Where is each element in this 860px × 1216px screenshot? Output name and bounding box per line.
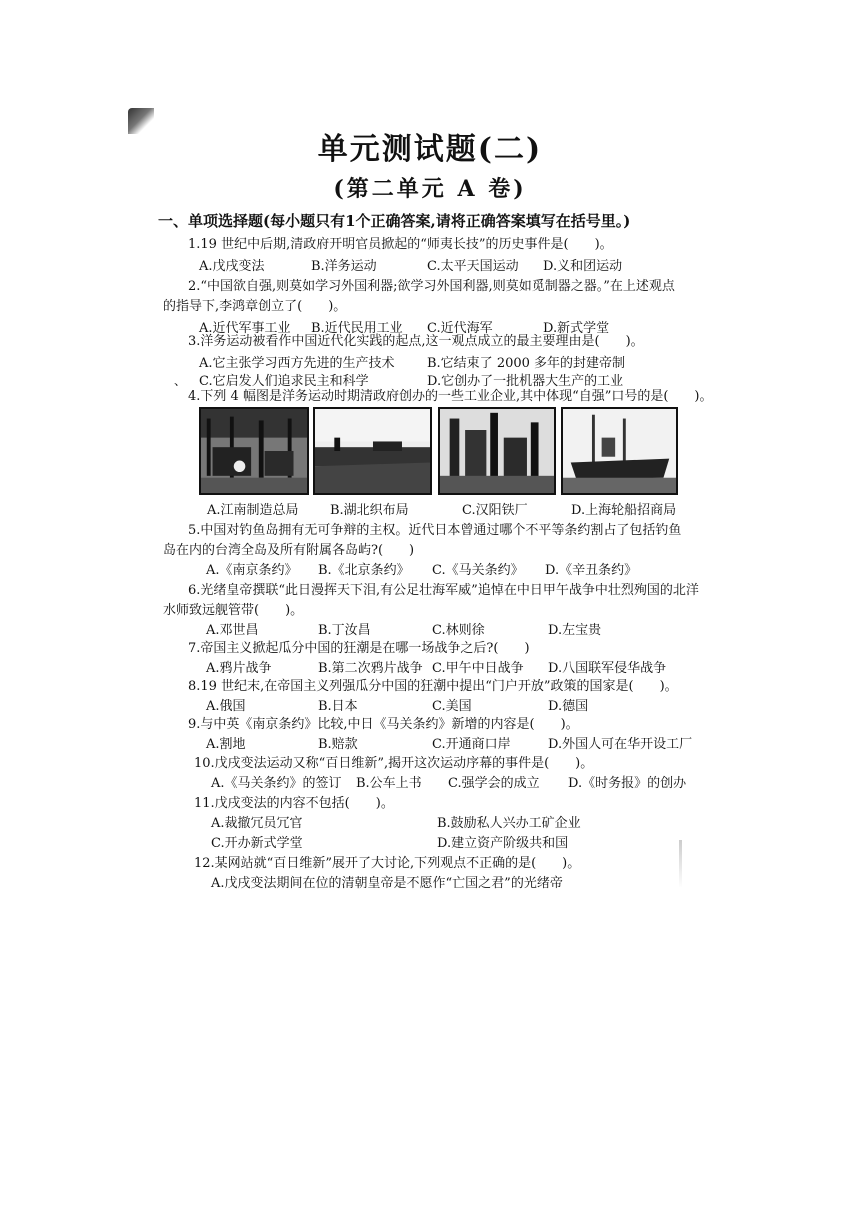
q3-option-d: D.它创办了一批机器大生产的工业 xyxy=(427,374,624,389)
question-6-cont: 水师致远舰管带( )。 xyxy=(163,603,304,618)
q5-option-d: D.《辛丑条约》 xyxy=(545,563,638,578)
photo-jiangnan-arsenal xyxy=(199,407,309,495)
q2-option-d: D.新式学堂 xyxy=(543,321,610,336)
q8-option-a: A.俄国 xyxy=(206,699,246,714)
scan-speck: 、 xyxy=(174,374,187,388)
q5-option-a: A.《南京条约》 xyxy=(206,563,298,578)
q1-option-c: C.太平天国运动 xyxy=(427,259,519,274)
q4-option-b: B.湖北织布局 xyxy=(330,503,409,518)
q3-option-a: A.它主张学习西方先进的生产技术 xyxy=(199,356,395,371)
q12-option-a: A.戊戌变法期间在位的清朝皇帝是不愿作“亡国之君”的光绪帝 xyxy=(211,876,563,891)
q7-option-d: D.八国联军侵华战争 xyxy=(548,661,667,676)
q6-option-a: A.邓世昌 xyxy=(206,623,259,638)
question-8: 8.19 世纪末,在帝国主义列强瓜分中国的狂潮中提出“门户开放”政策的国家是( )。 xyxy=(188,679,678,694)
question-10: 10.戊戌变法运动又称“百日维新”,揭开这次运动序幕的事件是( )。 xyxy=(194,756,594,771)
q8-option-b: B.日本 xyxy=(318,699,358,714)
q2-option-b: B.近代民用工业 xyxy=(311,321,403,336)
question-5: 5.中国对钓鱼岛拥有无可争辩的主权。近代日本曾通过哪个不平等条约割占了包括钓鱼 xyxy=(188,523,682,538)
q11-option-c: C.开办新式学堂 xyxy=(211,836,303,851)
photo-hubei-textile xyxy=(313,407,432,495)
q1-option-d: D.义和团运动 xyxy=(543,259,623,274)
q2-option-c: C.近代海军 xyxy=(427,321,493,336)
q9-option-a: A.割地 xyxy=(206,737,246,752)
section-heading: 一、单项选择题(每小题只有1个正确答案,请将正确答案填写在括号里。) xyxy=(158,212,631,230)
q2-option-a: A.近代军事工业 xyxy=(199,321,291,336)
q9-option-b: B.赔款 xyxy=(318,737,358,752)
question-11: 11.戊戌变法的内容不包括( )。 xyxy=(194,796,394,811)
question-2: 2.“中国欲自强,则莫如学习外国利器;欲学习外国利器,则莫如觅制器之器。”在上述观点 xyxy=(188,279,675,294)
q11-option-b: B.鼓励私人兴办工矿企业 xyxy=(437,816,581,831)
q3-option-b: B.它结束了 2000 多年的封建帝制 xyxy=(427,356,626,371)
q5-option-c: C.《马关条约》 xyxy=(432,563,524,578)
q6-option-d: D.左宝贵 xyxy=(548,623,602,638)
q10-option-d: D.《时务报》的创办 xyxy=(568,776,687,791)
q8-option-c: C.美国 xyxy=(432,699,472,714)
q4-option-a: A.江南制造总局 xyxy=(207,503,299,518)
page-subtitle: (第二单元 A 卷) xyxy=(333,176,527,202)
q3-option-c: C.它启发人们追求民主和科学 xyxy=(199,374,369,389)
q1-option-a: A.戊戌变法 xyxy=(199,259,265,274)
photo-hanyang-ironworks xyxy=(438,407,556,495)
q9-option-d: D.外国人可在华开设工厂 xyxy=(548,737,693,752)
question-1: 1.19 世纪中后期,清政府开明官员掀起的“师夷长技”的历史事件是( )。 xyxy=(188,237,613,252)
q11-option-a: A.裁撤冗员冗官 xyxy=(211,816,303,831)
question-9: 9.与中英《南京条约》比较,中日《马关条约》新增的内容是( )。 xyxy=(188,717,579,732)
q6-option-c: C.林则徐 xyxy=(432,623,485,638)
q4-option-d: D.上海轮船招商局 xyxy=(571,503,677,518)
q7-option-c: C.甲午中日战争 xyxy=(432,661,524,676)
q11-option-d: D.建立资产阶级共和国 xyxy=(437,836,569,851)
q8-option-d: D.德国 xyxy=(548,699,589,714)
scan-blemish xyxy=(679,840,682,888)
q10-option-b: B.公车上书 xyxy=(356,776,422,791)
question-7: 7.帝国主义掀起瓜分中国的狂潮是在哪一场战争之后?( ) xyxy=(188,641,530,656)
q4-option-c: C.汉阳铁厂 xyxy=(462,503,528,518)
question-6: 6.光绪皇帝撰联“此日漫挥天下泪,有公足壮海军威”追悼在中日甲午战争中壮烈殉国的北洋 xyxy=(188,583,699,598)
photo-shanghai-steamship xyxy=(561,407,678,495)
q5-option-b: B.《北京条约》 xyxy=(318,563,410,578)
q10-option-a: A.《马关条约》的签订 xyxy=(211,776,342,791)
question-5-cont: 岛在内的台湾全岛及所有附属各岛屿?( ) xyxy=(163,543,415,558)
question-3: 3.洋务运动被看作中国近代化实践的起点,这一观点成立的最主要理由是( )。 xyxy=(188,334,644,349)
q6-option-b: B.丁汝昌 xyxy=(318,623,371,638)
q9-option-c: C.开通商口岸 xyxy=(432,737,511,752)
q7-option-a: A.鸦片战争 xyxy=(206,661,272,676)
question-4: 4.下列 4 幅图是洋务运动时期清政府创办的一些工业企业,其中体现“自强”口号的是( )。 xyxy=(188,389,713,404)
page-title: 单元测试题(二) xyxy=(317,132,543,167)
question-12: 12.某网站就“百日维新”展开了大讨论,下列观点不正确的是( )。 xyxy=(194,856,581,871)
q10-option-c: C.强学会的成立 xyxy=(448,776,540,791)
q7-option-b: B.第二次鸦片战争 xyxy=(318,661,423,676)
question-2-cont: 的指导下,李鸿章创立了( )。 xyxy=(163,299,347,314)
q1-option-b: B.洋务运动 xyxy=(311,259,377,274)
